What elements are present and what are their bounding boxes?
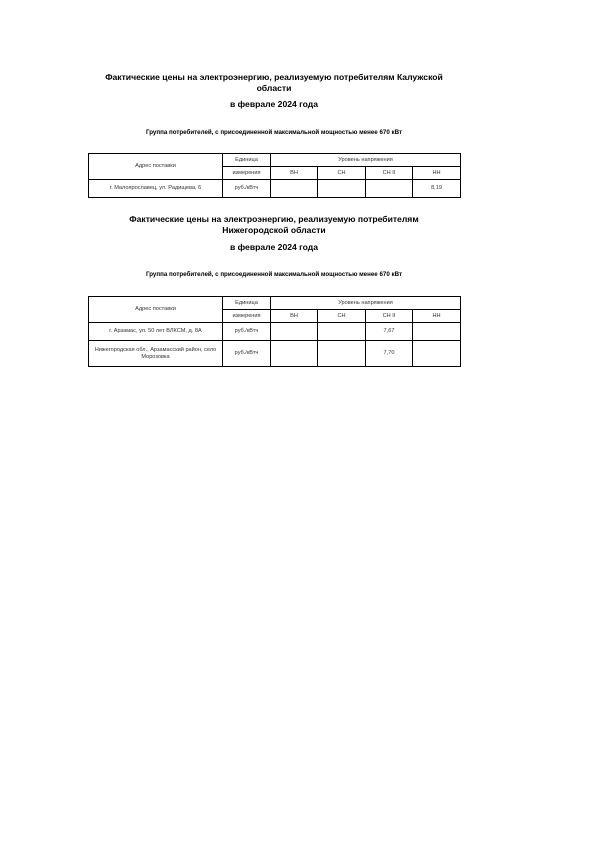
address-header: Адрес поставки [89, 297, 223, 323]
section1-title [88, 72, 460, 93]
section2-title [88, 214, 460, 235]
row-unit: руб./кВтч [223, 341, 271, 367]
row-value-vn [271, 323, 318, 341]
unit-header: Единица [223, 154, 271, 167]
row-value-sn2 [366, 180, 413, 198]
section1-title-line2: области [256, 82, 292, 93]
level-sn2: СН II [366, 167, 413, 180]
row-value-sn [318, 323, 366, 341]
row-address: г. Арзамас, ул. 50 лет ВЛКСМ, д. 8А [89, 323, 223, 341]
row-value-nn [413, 341, 461, 367]
row-value-sn [318, 341, 366, 367]
section2-period: в феврале 2024 года [229, 242, 319, 252]
row-value-sn2: 7,70 [366, 341, 413, 367]
row-address: г. Малоярославец, ул. Радищева, 6 [89, 180, 223, 198]
row-value-sn2: 7,67 [366, 323, 413, 341]
row-value-vn [271, 180, 318, 198]
voltage-level-header: Уровень напряжения [271, 297, 461, 310]
unit-header-2: измерения [223, 310, 271, 323]
section1-consumer-group: Группа потребителей, с присоединенной максимальной мощностью менее 670 кВт [145, 129, 403, 136]
unit-header-2: измерения [223, 167, 271, 180]
section2-title-line1: Фактические цены на электроэнергию, реализуемую потребителям [129, 214, 419, 224]
section2-consumer-group: Группа потребителей, с присоединенной максимальной мощностью менее 670 кВт [145, 271, 403, 278]
row-unit: руб./кВтч [223, 180, 271, 198]
row-value-vn [271, 341, 318, 367]
level-sn: СН [318, 167, 366, 180]
row-value-sn [318, 180, 366, 198]
section2-price-table [88, 296, 461, 367]
section2-title-line2: Нижегородской области [222, 224, 326, 235]
row-address: Нижегородская обл., Арзамасский район, село Морозовка [89, 341, 223, 367]
row-unit: руб./кВтч [223, 323, 271, 341]
level-vn: ВН [271, 310, 318, 323]
section1-period: в феврале 2024 года [229, 99, 319, 109]
table-row [89, 180, 461, 198]
level-nn: НН [413, 310, 461, 323]
level-vn: ВН [271, 167, 318, 180]
table-row [89, 323, 461, 341]
level-nn: НН [413, 167, 461, 180]
table-row [89, 341, 461, 367]
level-sn2: СН II [366, 310, 413, 323]
address-header: Адрес поставки [89, 154, 223, 180]
level-sn: СН [318, 310, 366, 323]
section1-title-line1: Фактические цены на электроэнергию, реализуемую потребителям Калужской [105, 72, 443, 82]
row-value-nn: 8,19 [413, 180, 461, 198]
voltage-level-header: Уровень напряжения [271, 154, 461, 167]
row-value-nn [413, 323, 461, 341]
section1-price-table [88, 153, 461, 198]
unit-header: Единица [223, 297, 271, 310]
